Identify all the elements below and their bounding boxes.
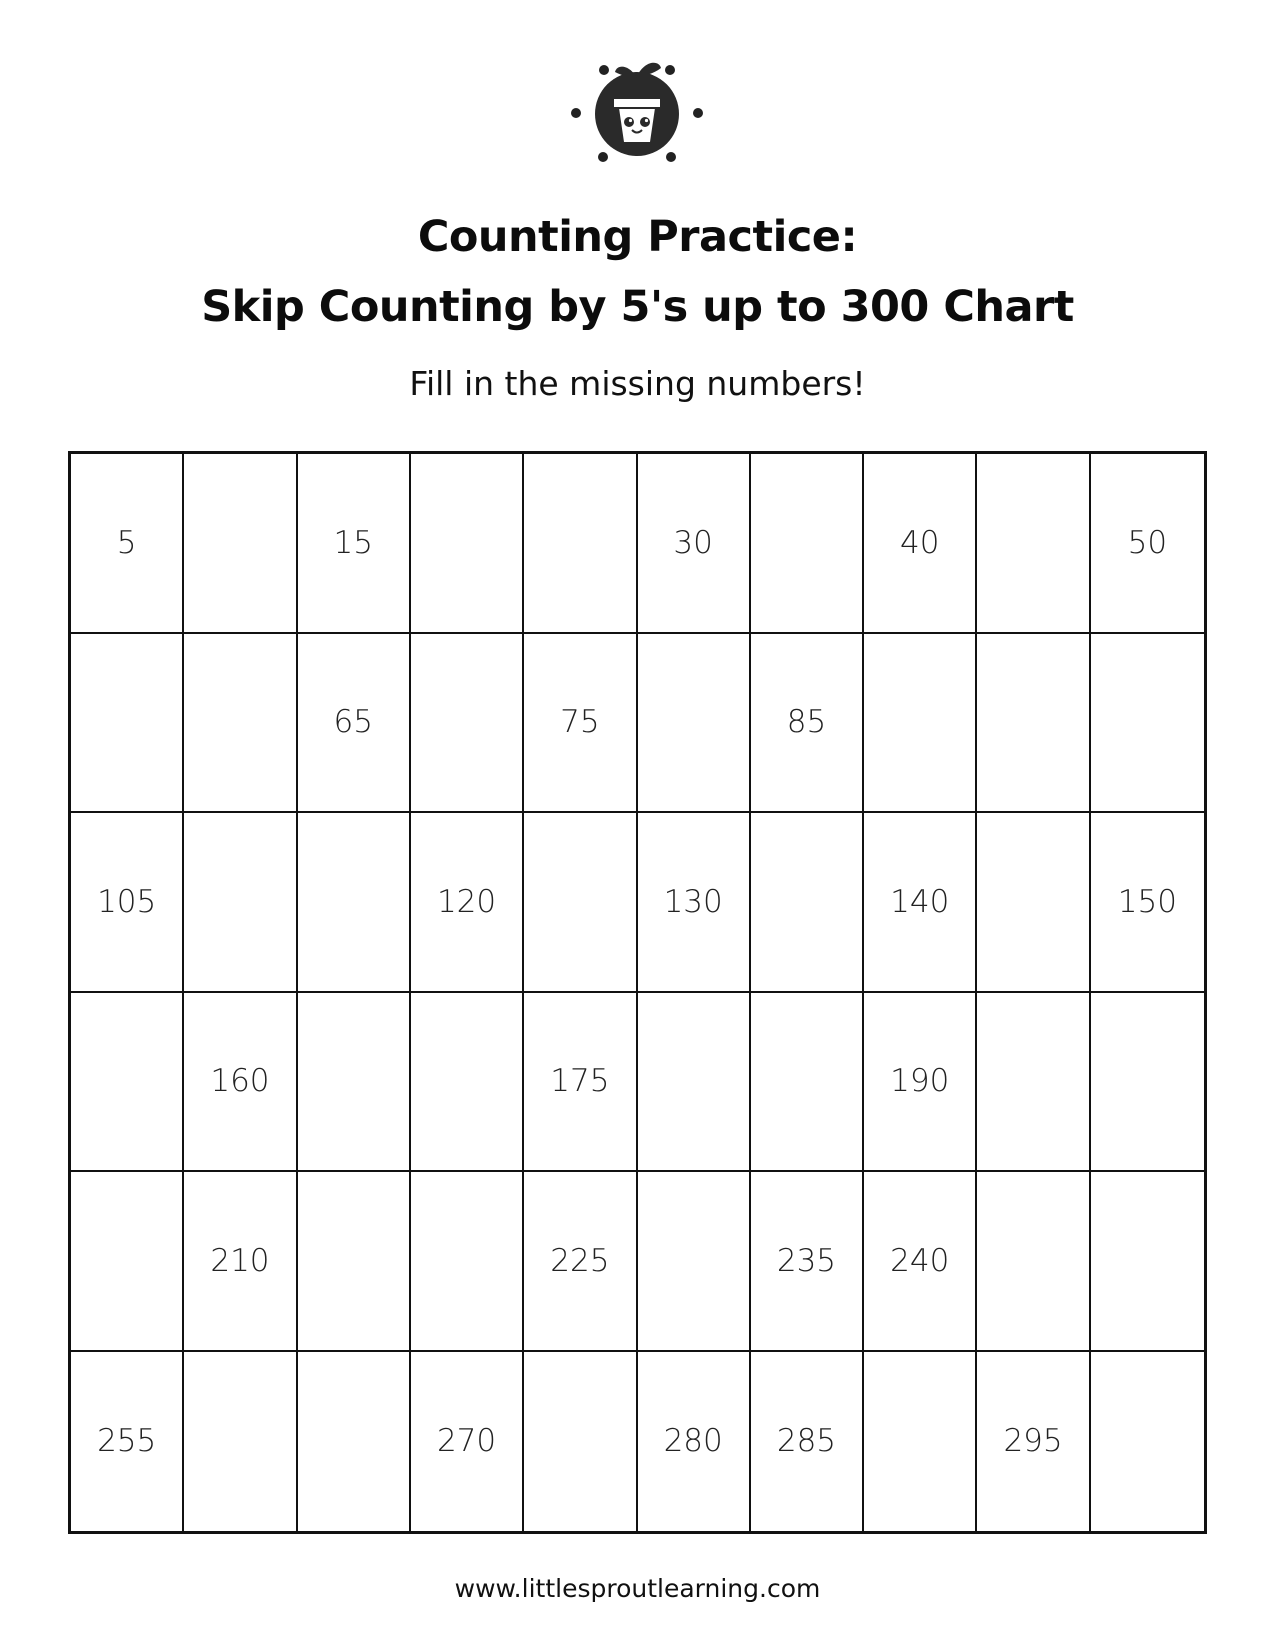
blank-cell[interactable] xyxy=(1091,1172,1204,1352)
blank-cell[interactable] xyxy=(71,993,184,1173)
blank-cell[interactable] xyxy=(864,634,977,814)
number-cell: 85 xyxy=(751,634,864,814)
blank-cell[interactable] xyxy=(184,1352,297,1532)
skip-counting-grid xyxy=(68,451,1207,1534)
blank-cell[interactable] xyxy=(751,993,864,1173)
blank-cell[interactable] xyxy=(298,1352,411,1532)
number-cell: 255 xyxy=(71,1352,184,1532)
number-cell: 240 xyxy=(864,1172,977,1352)
blank-cell[interactable] xyxy=(411,1172,524,1352)
blank-cell[interactable] xyxy=(751,454,864,634)
blank-cell[interactable] xyxy=(977,634,1090,814)
blank-cell[interactable] xyxy=(298,813,411,993)
number-cell: 150 xyxy=(1091,813,1204,993)
blank-cell[interactable] xyxy=(977,1172,1090,1352)
worksheet-title-line1: Counting Practice: xyxy=(417,212,858,262)
footer-url: www.littlesproutlearning.com xyxy=(454,1574,821,1603)
number-cell: 105 xyxy=(71,813,184,993)
number-cell: 270 xyxy=(411,1352,524,1532)
blank-cell[interactable] xyxy=(298,993,411,1173)
blank-cell[interactable] xyxy=(184,454,297,634)
blank-cell[interactable] xyxy=(1091,634,1204,814)
number-cell: 285 xyxy=(751,1352,864,1532)
blank-cell[interactable] xyxy=(71,1172,184,1352)
blank-cell[interactable] xyxy=(977,993,1090,1173)
blank-cell[interactable] xyxy=(411,634,524,814)
number-cell: 160 xyxy=(184,993,297,1173)
blank-cell[interactable] xyxy=(977,813,1090,993)
sprout-pot-logo-icon xyxy=(567,52,707,172)
blank-cell[interactable] xyxy=(1091,1352,1204,1532)
number-cell: 140 xyxy=(864,813,977,993)
number-cell: 120 xyxy=(411,813,524,993)
number-cell: 225 xyxy=(524,1172,637,1352)
blank-cell[interactable] xyxy=(524,813,637,993)
instruction-text: Fill in the missing numbers! xyxy=(409,364,866,403)
blank-cell[interactable] xyxy=(864,1352,977,1532)
number-cell: 15 xyxy=(298,454,411,634)
blank-cell[interactable] xyxy=(638,993,751,1173)
blank-cell[interactable] xyxy=(298,1172,411,1352)
worksheet-title-line2: Skip Counting by 5's up to 300 Chart xyxy=(201,282,1074,332)
number-cell: 40 xyxy=(864,454,977,634)
blank-cell[interactable] xyxy=(638,634,751,814)
number-cell: 175 xyxy=(524,993,637,1173)
number-cell: 280 xyxy=(638,1352,751,1532)
number-cell: 295 xyxy=(977,1352,1090,1532)
blank-cell[interactable] xyxy=(184,813,297,993)
blank-cell[interactable] xyxy=(184,634,297,814)
blank-cell[interactable] xyxy=(977,454,1090,634)
blank-cell[interactable] xyxy=(411,454,524,634)
blank-cell[interactable] xyxy=(524,454,637,634)
blank-cell[interactable] xyxy=(71,634,184,814)
blank-cell[interactable] xyxy=(751,813,864,993)
number-cell: 235 xyxy=(751,1172,864,1352)
blank-cell[interactable] xyxy=(411,993,524,1173)
number-cell: 210 xyxy=(184,1172,297,1352)
blank-cell[interactable] xyxy=(638,1172,751,1352)
number-cell: 75 xyxy=(524,634,637,814)
blank-cell[interactable] xyxy=(524,1352,637,1532)
number-cell: 50 xyxy=(1091,454,1204,634)
blank-cell[interactable] xyxy=(1091,993,1204,1173)
number-cell: 65 xyxy=(298,634,411,814)
number-cell: 130 xyxy=(638,813,751,993)
number-cell: 190 xyxy=(864,993,977,1173)
number-cell: 5 xyxy=(71,454,184,634)
number-cell: 30 xyxy=(638,454,751,634)
